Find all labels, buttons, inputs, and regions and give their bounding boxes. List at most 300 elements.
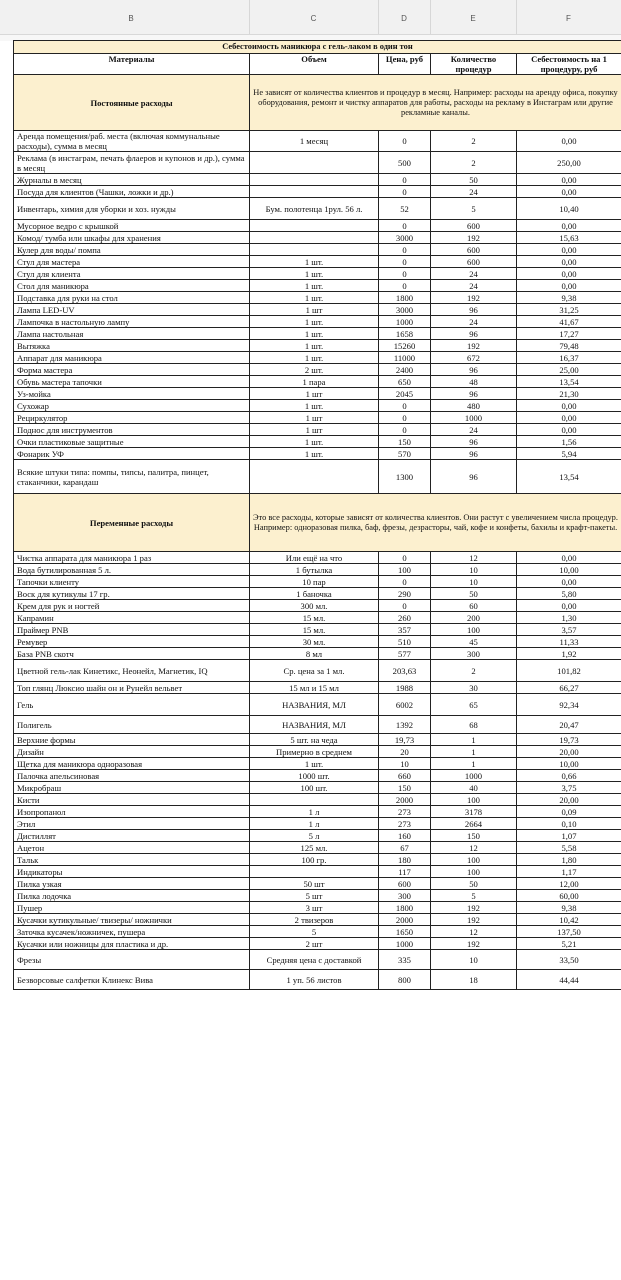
- unit-cost-cell[interactable]: 5,58: [517, 842, 621, 854]
- procedures-cell[interactable]: 3178: [431, 806, 517, 818]
- volume-cell[interactable]: 1 шт.: [250, 352, 379, 364]
- volume-cell[interactable]: 30 мл.: [250, 636, 379, 648]
- price-cell[interactable]: 1000: [379, 938, 431, 950]
- price-cell[interactable]: 2000: [379, 794, 431, 806]
- material-cell[interactable]: Цветной гель-лак Кинетикс, Неонейл, Магнетик, IQ: [14, 660, 250, 682]
- procedures-cell[interactable]: 192: [431, 914, 517, 926]
- procedures-cell[interactable]: 2664: [431, 818, 517, 830]
- procedures-cell[interactable]: 5: [431, 890, 517, 902]
- price-cell[interactable]: 3000: [379, 232, 431, 244]
- procedures-cell[interactable]: 12: [431, 926, 517, 938]
- price-cell[interactable]: 0: [379, 600, 431, 612]
- unit-cost-cell[interactable]: 9,38: [517, 902, 621, 914]
- price-cell[interactable]: 0: [379, 424, 431, 436]
- price-cell[interactable]: 3000: [379, 304, 431, 316]
- volume-cell[interactable]: 1 шт.: [250, 256, 379, 268]
- volume-cell[interactable]: [250, 186, 379, 198]
- procedures-cell[interactable]: 96: [431, 388, 517, 400]
- unit-cost-cell[interactable]: 0,00: [517, 400, 621, 412]
- procedures-cell[interactable]: 672: [431, 352, 517, 364]
- unit-cost-cell[interactable]: 5,94: [517, 448, 621, 460]
- price-cell[interactable]: 2045: [379, 388, 431, 400]
- header-procedures[interactable]: Количество процедур: [431, 54, 517, 75]
- volume-cell[interactable]: [250, 152, 379, 174]
- material-cell[interactable]: Стул для мастера: [14, 256, 250, 268]
- price-cell[interactable]: 300: [379, 890, 431, 902]
- unit-cost-cell[interactable]: 0,09: [517, 806, 621, 818]
- volume-cell[interactable]: 2 твизеров: [250, 914, 379, 926]
- unit-cost-cell[interactable]: 5,21: [517, 938, 621, 950]
- volume-cell[interactable]: 1 шт.: [250, 292, 379, 304]
- volume-cell[interactable]: Ср. цена за 1 мл.: [250, 660, 379, 682]
- material-cell[interactable]: Пилка узкая: [14, 878, 250, 890]
- material-cell[interactable]: Уз-мойка: [14, 388, 250, 400]
- unit-cost-cell[interactable]: 20,00: [517, 794, 621, 806]
- price-cell[interactable]: 100: [379, 564, 431, 576]
- procedures-cell[interactable]: 192: [431, 938, 517, 950]
- procedures-cell[interactable]: 50: [431, 878, 517, 890]
- price-cell[interactable]: 1300: [379, 460, 431, 494]
- volume-cell[interactable]: 1 л: [250, 818, 379, 830]
- price-cell[interactable]: 150: [379, 436, 431, 448]
- material-cell[interactable]: Этил: [14, 818, 250, 830]
- unit-cost-cell[interactable]: 0,00: [517, 244, 621, 256]
- volume-cell[interactable]: 1 шт.: [250, 448, 379, 460]
- price-cell[interactable]: 20: [379, 746, 431, 758]
- price-cell[interactable]: 2000: [379, 914, 431, 926]
- material-cell[interactable]: Праймер PNB: [14, 624, 250, 636]
- volume-cell[interactable]: 1 шт.: [250, 268, 379, 280]
- unit-cost-cell[interactable]: 11,33: [517, 636, 621, 648]
- material-cell[interactable]: Крем для рук и ногтей: [14, 600, 250, 612]
- unit-cost-cell[interactable]: 0,00: [517, 576, 621, 588]
- sheet-title[interactable]: Себестоимость маникюра с гель-лаком в один тон: [14, 41, 621, 54]
- unit-cost-cell[interactable]: 9,38: [517, 292, 621, 304]
- procedures-cell[interactable]: 100: [431, 624, 517, 636]
- material-cell[interactable]: Капрамин: [14, 612, 250, 624]
- material-cell[interactable]: Дистиллят: [14, 830, 250, 842]
- unit-cost-cell[interactable]: 92,34: [517, 694, 621, 716]
- unit-cost-cell[interactable]: 1,92: [517, 648, 621, 660]
- unit-cost-cell[interactable]: 13,54: [517, 376, 621, 388]
- unit-cost-cell[interactable]: 0,10: [517, 818, 621, 830]
- column-letter-e[interactable]: E: [470, 14, 476, 23]
- procedures-cell[interactable]: 96: [431, 436, 517, 448]
- volume-cell[interactable]: 1 шт.: [250, 436, 379, 448]
- header-volume[interactable]: Объем: [250, 54, 379, 75]
- unit-cost-cell[interactable]: 60,00: [517, 890, 621, 902]
- procedures-cell[interactable]: 192: [431, 340, 517, 352]
- unit-cost-cell[interactable]: 0,00: [517, 186, 621, 198]
- material-cell[interactable]: Полигель: [14, 716, 250, 734]
- material-cell[interactable]: Стол для маникюра: [14, 280, 250, 292]
- volume-cell[interactable]: [250, 460, 379, 494]
- price-cell[interactable]: 500: [379, 152, 431, 174]
- material-cell[interactable]: Ремувер: [14, 636, 250, 648]
- volume-cell[interactable]: 100 гр.: [250, 854, 379, 866]
- price-cell[interactable]: 52: [379, 198, 431, 220]
- procedures-cell[interactable]: 5: [431, 198, 517, 220]
- volume-cell[interactable]: 1 шт.: [250, 328, 379, 340]
- unit-cost-cell[interactable]: 10,40: [517, 198, 621, 220]
- material-cell[interactable]: Палочка апельсиновая: [14, 770, 250, 782]
- material-cell[interactable]: Лампа LED-UV: [14, 304, 250, 316]
- material-cell[interactable]: Заточка кусачек/ножничек, пушера: [14, 926, 250, 938]
- volume-cell[interactable]: 1 шт.: [250, 758, 379, 770]
- price-cell[interactable]: 0: [379, 256, 431, 268]
- price-cell[interactable]: 0: [379, 174, 431, 186]
- volume-cell[interactable]: [250, 244, 379, 256]
- unit-cost-cell[interactable]: 21,30: [517, 388, 621, 400]
- procedures-cell[interactable]: 1: [431, 758, 517, 770]
- volume-cell[interactable]: 50 шт: [250, 878, 379, 890]
- unit-cost-cell[interactable]: 19,73: [517, 734, 621, 746]
- header-unit-cost[interactable]: Себестоимость на 1 процедуру, руб: [517, 54, 621, 75]
- procedures-cell[interactable]: 100: [431, 866, 517, 878]
- volume-cell[interactable]: 1 л: [250, 806, 379, 818]
- header-materials[interactable]: Материалы: [14, 54, 250, 75]
- material-cell[interactable]: Кусачки или ножницы для пластика и др.: [14, 938, 250, 950]
- procedures-cell[interactable]: 1: [431, 746, 517, 758]
- procedures-cell[interactable]: 96: [431, 364, 517, 376]
- unit-cost-cell[interactable]: 13,54: [517, 460, 621, 494]
- volume-cell[interactable]: 15 мл и 15 мл: [250, 682, 379, 694]
- procedures-cell[interactable]: 192: [431, 292, 517, 304]
- price-cell[interactable]: 260: [379, 612, 431, 624]
- procedures-cell[interactable]: 2: [431, 152, 517, 174]
- price-cell[interactable]: 1000: [379, 316, 431, 328]
- procedures-cell[interactable]: 12: [431, 552, 517, 564]
- material-cell[interactable]: Комод/ тумба или шкафы для хранения: [14, 232, 250, 244]
- procedures-cell[interactable]: 18: [431, 970, 517, 990]
- material-cell[interactable]: База PNB скотч: [14, 648, 250, 660]
- price-cell[interactable]: 570: [379, 448, 431, 460]
- price-cell[interactable]: 1650: [379, 926, 431, 938]
- unit-cost-cell[interactable]: 15,63: [517, 232, 621, 244]
- header-price[interactable]: Цена, руб: [379, 54, 431, 75]
- material-cell[interactable]: Журналы в месяц: [14, 174, 250, 186]
- volume-cell[interactable]: [250, 866, 379, 878]
- material-cell[interactable]: Инвентарь, химия для уборки и хоз. нужды: [14, 198, 250, 220]
- material-cell[interactable]: Форма мастера: [14, 364, 250, 376]
- volume-cell[interactable]: 1 бутылка: [250, 564, 379, 576]
- unit-cost-cell[interactable]: 0,00: [517, 600, 621, 612]
- price-cell[interactable]: 203,63: [379, 660, 431, 682]
- procedures-cell[interactable]: 300: [431, 648, 517, 660]
- procedures-cell[interactable]: 24: [431, 424, 517, 436]
- procedures-cell[interactable]: 1000: [431, 412, 517, 424]
- price-cell[interactable]: 6002: [379, 694, 431, 716]
- material-cell[interactable]: Вода бутилированная 5 л.: [14, 564, 250, 576]
- unit-cost-cell[interactable]: 3,75: [517, 782, 621, 794]
- column-letter-d[interactable]: D: [401, 14, 407, 23]
- procedures-cell[interactable]: 600: [431, 220, 517, 232]
- procedures-cell[interactable]: 192: [431, 232, 517, 244]
- material-cell[interactable]: Фрезы: [14, 950, 250, 970]
- price-cell[interactable]: 0: [379, 244, 431, 256]
- unit-cost-cell[interactable]: 33,50: [517, 950, 621, 970]
- volume-cell[interactable]: 3 шт: [250, 902, 379, 914]
- column-letter-c[interactable]: C: [310, 14, 317, 23]
- unit-cost-cell[interactable]: 10,42: [517, 914, 621, 926]
- material-cell[interactable]: Аппарат для маникюра: [14, 352, 250, 364]
- price-cell[interactable]: 0: [379, 552, 431, 564]
- procedures-cell[interactable]: 2: [431, 660, 517, 682]
- procedures-cell[interactable]: 96: [431, 328, 517, 340]
- section-description[interactable]: Это все расходы, которые зависят от количества клиентов. Они растут с увеличением числа процедур. Например: одноразовая пилка, баф, фрезы, дезрасторы, чай, кофе и конфеты, бахилы и крафт-пакеты.: [250, 494, 621, 552]
- procedures-cell[interactable]: 600: [431, 244, 517, 256]
- material-cell[interactable]: Пушер: [14, 902, 250, 914]
- column-letter-f[interactable]: F: [566, 14, 571, 23]
- unit-cost-cell[interactable]: 1,80: [517, 854, 621, 866]
- price-cell[interactable]: 335: [379, 950, 431, 970]
- volume-cell[interactable]: 15 мл.: [250, 612, 379, 624]
- volume-cell[interactable]: 5 шт: [250, 890, 379, 902]
- unit-cost-cell[interactable]: 10,00: [517, 758, 621, 770]
- price-cell[interactable]: 1800: [379, 902, 431, 914]
- material-cell[interactable]: Индикаторы: [14, 866, 250, 878]
- material-cell[interactable]: Топ глянц Люксио шайн он и Рунейл вельвет: [14, 682, 250, 694]
- material-cell[interactable]: Обувь мастера тапочки: [14, 376, 250, 388]
- volume-cell[interactable]: [250, 220, 379, 232]
- material-cell[interactable]: Поднос для инструментов: [14, 424, 250, 436]
- price-cell[interactable]: 10: [379, 758, 431, 770]
- unit-cost-cell[interactable]: 79,48: [517, 340, 621, 352]
- unit-cost-cell[interactable]: 41,67: [517, 316, 621, 328]
- price-cell[interactable]: 117: [379, 866, 431, 878]
- procedures-cell[interactable]: 50: [431, 588, 517, 600]
- unit-cost-cell[interactable]: 0,66: [517, 770, 621, 782]
- price-cell[interactable]: 150: [379, 782, 431, 794]
- price-cell[interactable]: 0: [379, 412, 431, 424]
- volume-cell[interactable]: 5: [250, 926, 379, 938]
- column-letter-b[interactable]: B: [128, 14, 134, 23]
- material-cell[interactable]: Всякие штуки типа: помпы, типсы, палитра, пинцет, стаканчики, карандаш: [14, 460, 250, 494]
- material-cell[interactable]: Очки пластиковые защитные: [14, 436, 250, 448]
- procedures-cell[interactable]: 1000: [431, 770, 517, 782]
- volume-cell[interactable]: [250, 794, 379, 806]
- unit-cost-cell[interactable]: 20,47: [517, 716, 621, 734]
- material-cell[interactable]: Рециркулятор: [14, 412, 250, 424]
- material-cell[interactable]: Стул для клиента: [14, 268, 250, 280]
- unit-cost-cell[interactable]: 12,00: [517, 878, 621, 890]
- procedures-cell[interactable]: 60: [431, 600, 517, 612]
- price-cell[interactable]: 19,73: [379, 734, 431, 746]
- procedures-cell[interactable]: 24: [431, 186, 517, 198]
- procedures-cell[interactable]: 40: [431, 782, 517, 794]
- unit-cost-cell[interactable]: 0,00: [517, 268, 621, 280]
- procedures-cell[interactable]: 600: [431, 256, 517, 268]
- price-cell[interactable]: 600: [379, 878, 431, 890]
- material-cell[interactable]: Изопропанол: [14, 806, 250, 818]
- procedures-cell[interactable]: 68: [431, 716, 517, 734]
- volume-cell[interactable]: 1 шт.: [250, 280, 379, 292]
- price-cell[interactable]: 0: [379, 400, 431, 412]
- procedures-cell[interactable]: 48: [431, 376, 517, 388]
- price-cell[interactable]: 160: [379, 830, 431, 842]
- price-cell[interactable]: 650: [379, 376, 431, 388]
- volume-cell[interactable]: 8 мл: [250, 648, 379, 660]
- unit-cost-cell[interactable]: 1,56: [517, 436, 621, 448]
- material-cell[interactable]: Реклама (в инстаграм, печать флаеров и купонов и др.), сумма в месяц: [14, 152, 250, 174]
- unit-cost-cell[interactable]: 44,44: [517, 970, 621, 990]
- procedures-cell[interactable]: 100: [431, 794, 517, 806]
- unit-cost-cell[interactable]: 25,00: [517, 364, 621, 376]
- unit-cost-cell[interactable]: 137,50: [517, 926, 621, 938]
- unit-cost-cell[interactable]: 16,37: [517, 352, 621, 364]
- material-cell[interactable]: Пилка лодочка: [14, 890, 250, 902]
- procedures-cell[interactable]: 24: [431, 280, 517, 292]
- material-cell[interactable]: Кулер для воды/ помпа: [14, 244, 250, 256]
- unit-cost-cell[interactable]: 0,00: [517, 412, 621, 424]
- volume-cell[interactable]: 2 шт: [250, 938, 379, 950]
- volume-cell[interactable]: 1 шт: [250, 424, 379, 436]
- price-cell[interactable]: 510: [379, 636, 431, 648]
- unit-cost-cell[interactable]: 101,82: [517, 660, 621, 682]
- volume-cell[interactable]: 1 месяц: [250, 131, 379, 152]
- unit-cost-cell[interactable]: 0,00: [517, 256, 621, 268]
- price-cell[interactable]: 67: [379, 842, 431, 854]
- price-cell[interactable]: 0: [379, 268, 431, 280]
- procedures-cell[interactable]: 65: [431, 694, 517, 716]
- material-cell[interactable]: Посуда для клиентов (Чашки, ложки и др.): [14, 186, 250, 198]
- procedures-cell[interactable]: 100: [431, 854, 517, 866]
- material-cell[interactable]: Фонарик УФ: [14, 448, 250, 460]
- procedures-cell[interactable]: 45: [431, 636, 517, 648]
- volume-cell[interactable]: 2 шт.: [250, 364, 379, 376]
- volume-cell[interactable]: 300 мл.: [250, 600, 379, 612]
- price-cell[interactable]: 180: [379, 854, 431, 866]
- unit-cost-cell[interactable]: 1,07: [517, 830, 621, 842]
- material-cell[interactable]: Вытяжка: [14, 340, 250, 352]
- price-cell[interactable]: 357: [379, 624, 431, 636]
- volume-cell[interactable]: 100 шт.: [250, 782, 379, 794]
- unit-cost-cell[interactable]: 0,00: [517, 174, 621, 186]
- unit-cost-cell[interactable]: 5,80: [517, 588, 621, 600]
- material-cell[interactable]: Дизайн: [14, 746, 250, 758]
- price-cell[interactable]: 15260: [379, 340, 431, 352]
- volume-cell[interactable]: 1 шт.: [250, 316, 379, 328]
- unit-cost-cell[interactable]: 1,30: [517, 612, 621, 624]
- volume-cell[interactable]: Примерно в среднем: [250, 746, 379, 758]
- procedures-cell[interactable]: 96: [431, 460, 517, 494]
- volume-cell[interactable]: 1 уп. 56 листов: [250, 970, 379, 990]
- material-cell[interactable]: Лампочка в настольную лампу: [14, 316, 250, 328]
- material-cell[interactable]: Лампа настольная: [14, 328, 250, 340]
- volume-cell[interactable]: [250, 174, 379, 186]
- unit-cost-cell[interactable]: 17,27: [517, 328, 621, 340]
- procedures-cell[interactable]: 10: [431, 576, 517, 588]
- volume-cell[interactable]: 10 пар: [250, 576, 379, 588]
- material-cell[interactable]: Гель: [14, 694, 250, 716]
- unit-cost-cell[interactable]: 10,00: [517, 564, 621, 576]
- volume-cell[interactable]: Бум. полотенца 1рул. 56 л.: [250, 198, 379, 220]
- material-cell[interactable]: Кусачки кутикульные/ твизеры/ ножнички: [14, 914, 250, 926]
- material-cell[interactable]: Воск для кутикулы 17 гр.: [14, 588, 250, 600]
- procedures-cell[interactable]: 24: [431, 268, 517, 280]
- material-cell[interactable]: Верхние формы: [14, 734, 250, 746]
- unit-cost-cell[interactable]: 0,00: [517, 131, 621, 152]
- procedures-cell[interactable]: 1: [431, 734, 517, 746]
- procedures-cell[interactable]: 30: [431, 682, 517, 694]
- price-cell[interactable]: 800: [379, 970, 431, 990]
- material-cell[interactable]: Чистка аппарата для маникюра 1 раз: [14, 552, 250, 564]
- material-cell[interactable]: Тапочки клиенту: [14, 576, 250, 588]
- material-cell[interactable]: Сухожар: [14, 400, 250, 412]
- volume-cell[interactable]: 5 шт. на чеда: [250, 734, 379, 746]
- price-cell[interactable]: 660: [379, 770, 431, 782]
- material-cell[interactable]: Подставка для руки на стол: [14, 292, 250, 304]
- material-cell[interactable]: Безворсовые салфетки Клинекс Вива: [14, 970, 250, 990]
- price-cell[interactable]: 577: [379, 648, 431, 660]
- unit-cost-cell[interactable]: 0,00: [517, 552, 621, 564]
- price-cell[interactable]: 273: [379, 818, 431, 830]
- procedures-cell[interactable]: 50: [431, 174, 517, 186]
- unit-cost-cell[interactable]: 31,25: [517, 304, 621, 316]
- volume-cell[interactable]: НАЗВАНИЯ, МЛ: [250, 716, 379, 734]
- procedures-cell[interactable]: 24: [431, 316, 517, 328]
- price-cell[interactable]: 0: [379, 280, 431, 292]
- unit-cost-cell[interactable]: 1,17: [517, 866, 621, 878]
- volume-cell[interactable]: 125 мл.: [250, 842, 379, 854]
- volume-cell[interactable]: 5 л: [250, 830, 379, 842]
- procedures-cell[interactable]: 2: [431, 131, 517, 152]
- volume-cell[interactable]: 1 шт.: [250, 400, 379, 412]
- unit-cost-cell[interactable]: 66,27: [517, 682, 621, 694]
- price-cell[interactable]: 0: [379, 576, 431, 588]
- material-cell[interactable]: Микробраш: [14, 782, 250, 794]
- material-cell[interactable]: Мусорное ведро с крышкой: [14, 220, 250, 232]
- material-cell[interactable]: Аренда помещения/раб. места (включая коммунальные расходы), сумма в месяц: [14, 131, 250, 152]
- price-cell[interactable]: 290: [379, 588, 431, 600]
- volume-cell[interactable]: Или ещё на что: [250, 552, 379, 564]
- unit-cost-cell[interactable]: 250,00: [517, 152, 621, 174]
- price-cell[interactable]: 2400: [379, 364, 431, 376]
- material-cell[interactable]: Ацетон: [14, 842, 250, 854]
- material-cell[interactable]: Щетка для маникюра одноразовая: [14, 758, 250, 770]
- price-cell[interactable]: 1988: [379, 682, 431, 694]
- procedures-cell[interactable]: 480: [431, 400, 517, 412]
- material-cell[interactable]: Тальк: [14, 854, 250, 866]
- price-cell[interactable]: 0: [379, 220, 431, 232]
- volume-cell[interactable]: 15 мл.: [250, 624, 379, 636]
- material-cell[interactable]: Кисти: [14, 794, 250, 806]
- unit-cost-cell[interactable]: 0,00: [517, 424, 621, 436]
- volume-cell[interactable]: 1 шт: [250, 412, 379, 424]
- price-cell[interactable]: 0: [379, 186, 431, 198]
- price-cell[interactable]: 1800: [379, 292, 431, 304]
- volume-cell[interactable]: 1 баночка: [250, 588, 379, 600]
- unit-cost-cell[interactable]: 0,00: [517, 280, 621, 292]
- price-cell[interactable]: 1392: [379, 716, 431, 734]
- procedures-cell[interactable]: 96: [431, 448, 517, 460]
- price-cell[interactable]: 11000: [379, 352, 431, 364]
- volume-cell[interactable]: 1 шт.: [250, 340, 379, 352]
- procedures-cell[interactable]: 12: [431, 842, 517, 854]
- volume-cell[interactable]: [250, 232, 379, 244]
- procedures-cell[interactable]: 10: [431, 950, 517, 970]
- unit-cost-cell[interactable]: 20,00: [517, 746, 621, 758]
- price-cell[interactable]: 1658: [379, 328, 431, 340]
- procedures-cell[interactable]: 150: [431, 830, 517, 842]
- section-description[interactable]: Не зависят от количества клиентов и процедур в месяц. Например: расходы на аренду офиса, покупку оборудования, ремонт и чистку аппаратов для работы, расходы на рекламу в Инстаграм или другие рекламные каналы.: [250, 75, 621, 131]
- price-cell[interactable]: 0: [379, 131, 431, 152]
- volume-cell[interactable]: 1 пара: [250, 376, 379, 388]
- procedures-cell[interactable]: 10: [431, 564, 517, 576]
- volume-cell[interactable]: Средняя цена с доставкой: [250, 950, 379, 970]
- section-name[interactable]: Постоянные расходы: [14, 75, 250, 131]
- procedures-cell[interactable]: 192: [431, 902, 517, 914]
